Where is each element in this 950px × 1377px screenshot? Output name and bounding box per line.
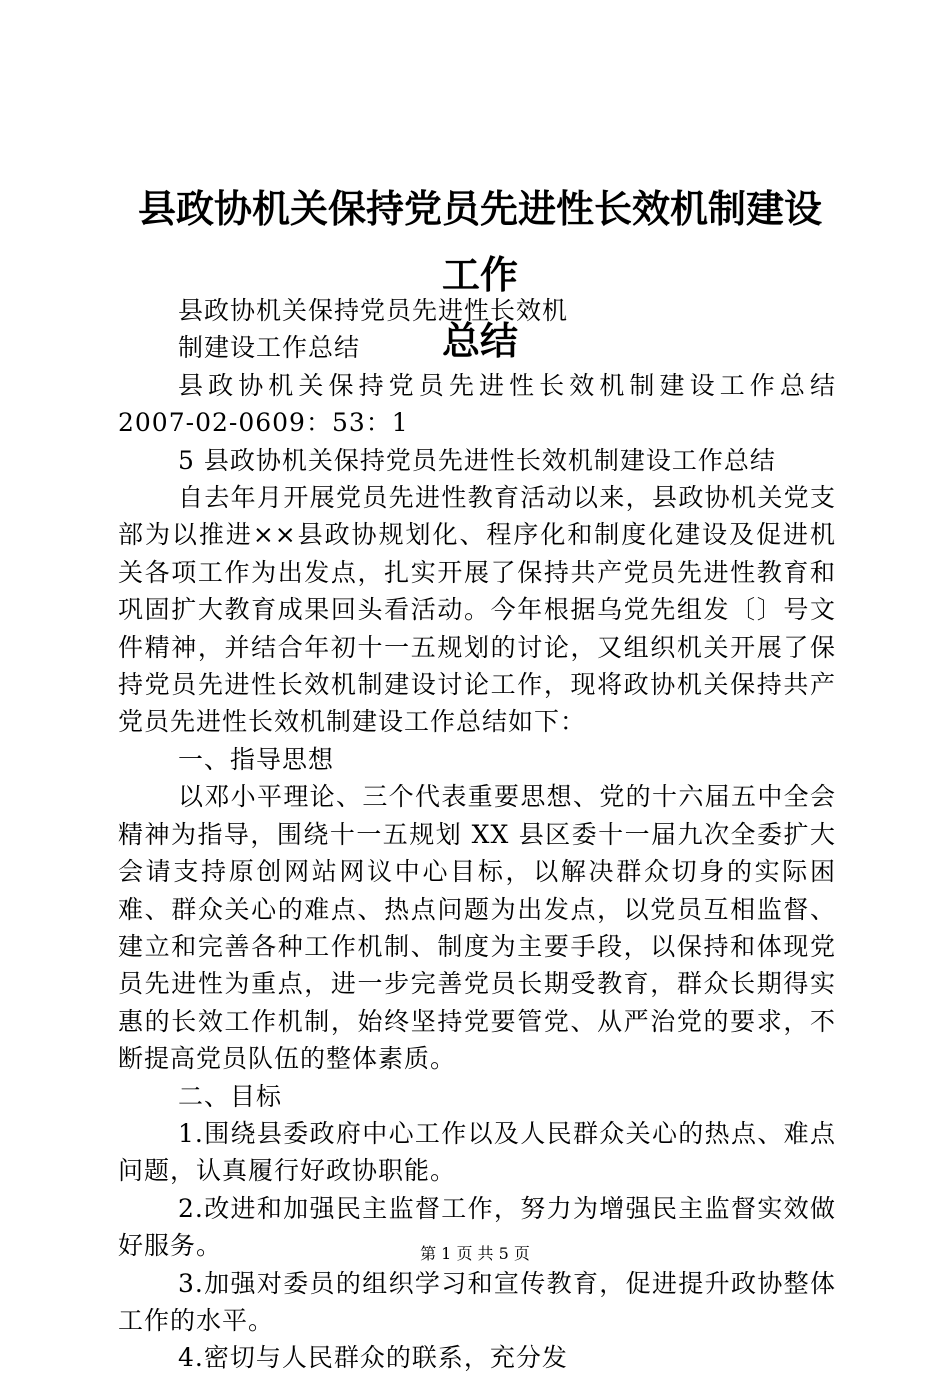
heading-guiding-thought: 一、指导思想: [178, 744, 335, 774]
paragraph-subtitle-2: 制建设工作总结: [178, 333, 361, 363]
title-line-2: 总结: [441, 318, 518, 363]
goal-item-1: 1.围绕县委政府中心工作以及人民群众关心的热点、难点问题，认真履行好政协职能。: [118, 1118, 836, 1186]
paragraph-source-line: 县政协机关保持党员先进性长效机制建设工作总结 2007-02-0609：53：1: [118, 370, 836, 438]
paragraph-source-line-2: 5 县政协机关保持党员先进性长效机制建设工作总结: [178, 445, 776, 475]
page-footer: 第 1 页 共 5 页: [420, 1244, 530, 1263]
paragraph-guiding-thought: 以邓小平理论、三个代表重要思想、党的十六届五中全会精神为指导，围绕十一五规划 XX 县区委十一届九次全委扩大会请支持原创网站网议中心目标，以解决群众切身的实际困难、群众关心的难点、热点问题为出发点，以党员互相监督、建立和完善各种工作机制、制度为主要手段，以保持和体现党员先进性为重点，进一步完善党员长期受教育，群众长期得实惠的长效工作机制，始终坚持党要管党、从严治党的要求，不断提高党员队伍的整体素质。: [118, 782, 836, 1074]
paragraph-subtitle-1: 县政协机关保持党员先进性长效机: [178, 296, 569, 325]
heading-goals: 二、目标: [178, 1081, 283, 1111]
goal-item-2: 2.改进和加强民主监督工作，努力为增强民主监督实效做好服务。: [118, 1193, 836, 1261]
paragraph-intro: 自去年月开展党员先进性教育活动以来，县政协机关党支部为以推进××县政协规划化、程序化和制度化建设及促进机关各项工作为出发点，扎实开展了保持共产党员先进性教育和巩固扩大教育成果回头看活动。今年根据乌党先组发〔〕号文件精神，并结合年初十一五规划的讨论，又组织机关开展了保持党员先进性长效机制建设讨论工作，现将政协机关保持共产党员先进性长效机制建设工作总结如下：: [118, 483, 836, 737]
goal-item-4: 4.密切与人民群众的联系，充分发: [178, 1343, 568, 1373]
document-body: [118, 292, 836, 1377]
goal-item-3: 3.加强对委员的组织学习和宣传教育，促进提升政协整体工作的水平。: [118, 1268, 836, 1335]
title-line-1: 县政协机关保持党员先进性长效机制建设工作: [137, 186, 822, 297]
